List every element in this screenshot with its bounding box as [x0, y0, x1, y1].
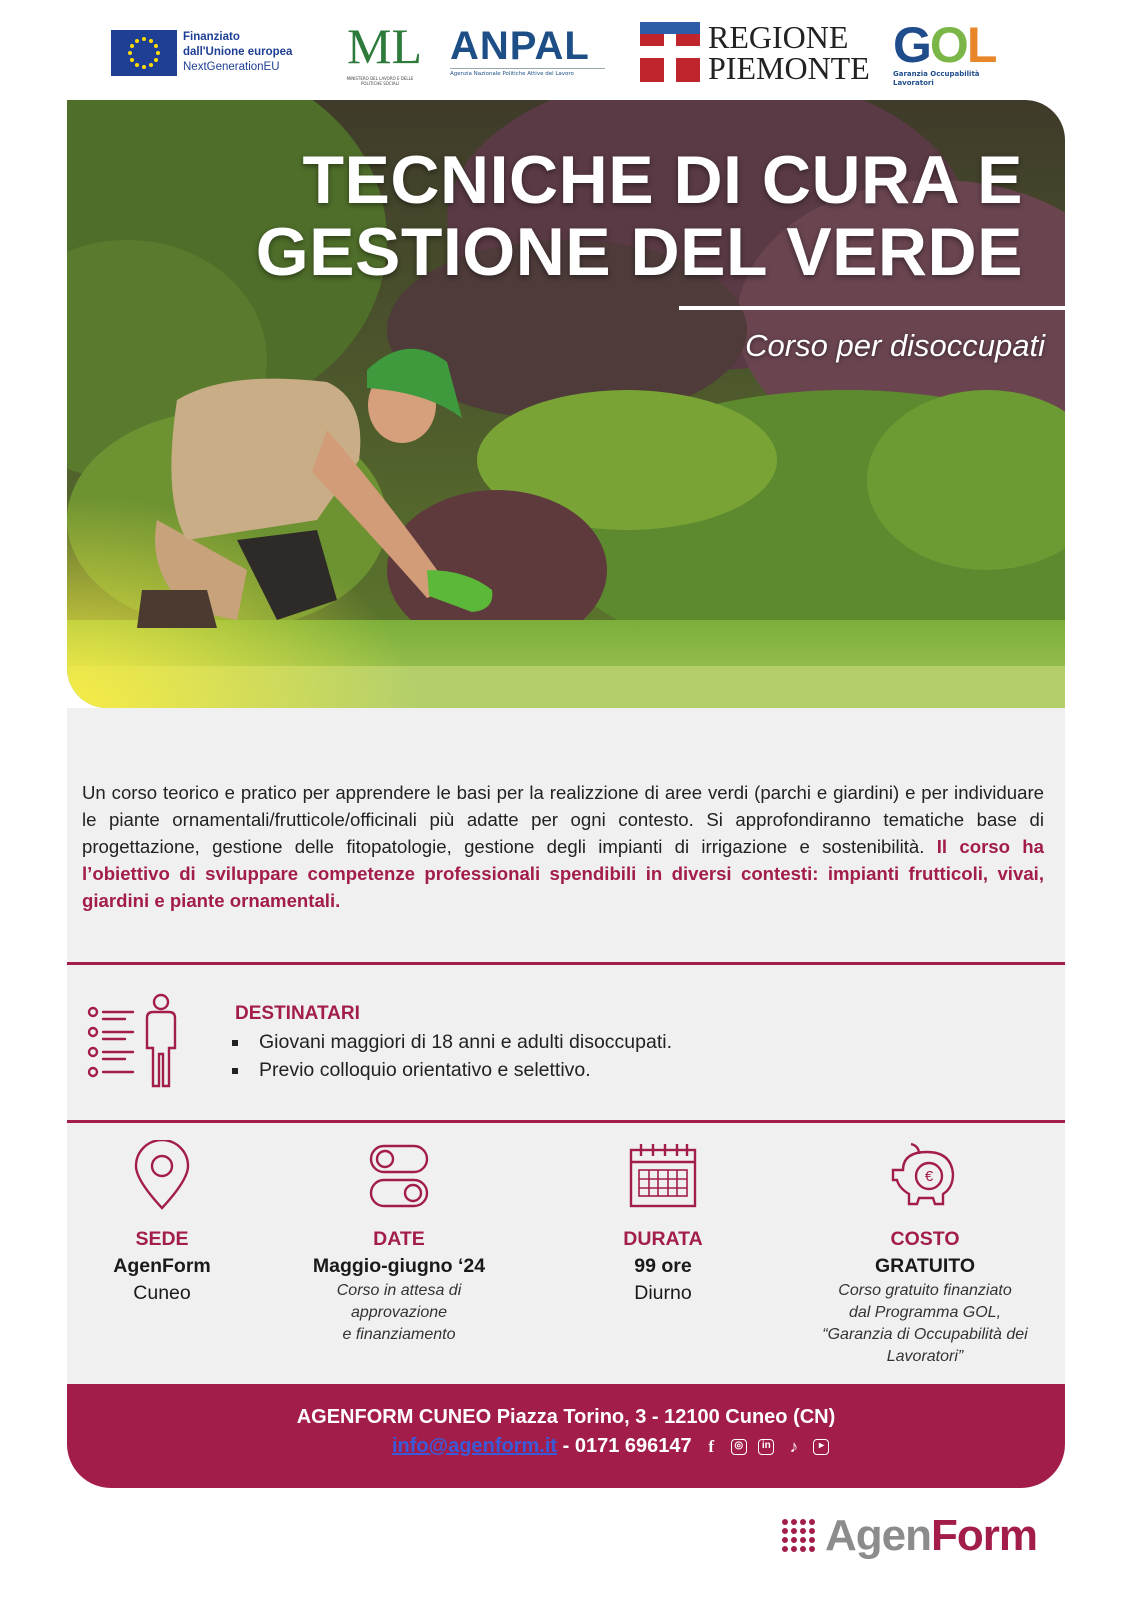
divider-top — [67, 962, 1065, 965]
brand-part2: Form — [931, 1511, 1037, 1560]
anpal-mark: ANPAL — [450, 24, 590, 68]
ml-sub: MINISTERO DEL LAVORO E DELLE POLITICHE SOCIALI — [346, 76, 414, 86]
email-link[interactable]: info@agenform.it — [392, 1435, 558, 1457]
gol-mark-o: O — [929, 17, 967, 73]
date-main: Maggio-giugno ‘24 — [312, 1255, 486, 1277]
durata-label: DURATA — [623, 1228, 703, 1250]
calendar-icon — [627, 1140, 699, 1210]
brand-part1: Agen — [825, 1511, 931, 1560]
contact-band — [67, 1384, 1065, 1488]
eu-line3: NextGenerationEU — [183, 61, 280, 73]
costo-note-3: “Garanzia di Occupabilità dei — [822, 1326, 1028, 1343]
hero-subtitle: Corso per disoccupati — [745, 328, 1045, 363]
durata-main: 99 ore — [634, 1255, 692, 1277]
contact-separator: - — [557, 1435, 575, 1457]
durata-shift: Diurno — [634, 1282, 692, 1304]
agenform-logo — [781, 1510, 1071, 1562]
sede-city: Cuneo — [133, 1282, 191, 1304]
youtube-icon[interactable]: ▸ — [813, 1439, 829, 1455]
costo-note-4: Lavoratori” — [886, 1348, 964, 1365]
eu-line1: Finanziato — [183, 31, 240, 43]
date-note-1: Corso in attesa di — [336, 1282, 462, 1299]
regione-piemonte-logo — [640, 19, 870, 86]
eu-funding-logo — [111, 30, 321, 78]
description-text: Un corso teorico e pratico per apprendere le basi per la realizzione di aree verdi (parchi e giardini) e per individuare le piante ornamentali/frutticole/officinali più adatte per ogni contesto. Si approfondiranno tematiche base di progettazione, gestione delle fitopatologie, gestione degli impianti di irrigazione e sostenibilità. — [82, 781, 1044, 857]
hero-title-line2: GESTIONE DEL VERDE — [255, 214, 1023, 290]
piggy-bank-euro-icon — [889, 1140, 961, 1210]
hero-title-line1: TECNICHE DI CURA E — [302, 142, 1023, 218]
anpal-sub: Agenzia Nazionale Politiche Attive del Lavoro — [450, 68, 605, 78]
list-item: Previo colloquio orientativo e selettivo. — [227, 1056, 672, 1084]
course-description — [82, 779, 1044, 914]
contact-line — [392, 1432, 829, 1460]
svg-text:€: € — [924, 1168, 934, 1185]
tiktok-icon[interactable]: ♪ — [789, 1436, 799, 1456]
address: AGENFORM CUNEO Piazza Torino, 3 - 12100 Cuneo (CN) — [296, 1406, 836, 1428]
eu-line2: dall'Unione europea — [183, 46, 293, 58]
sede-main: AgenForm — [113, 1255, 211, 1277]
gol-mark-g: G — [893, 17, 930, 73]
costo-label: COSTO — [890, 1228, 960, 1250]
hero-title — [256, 144, 1023, 288]
facebook-icon[interactable]: f — [708, 1436, 715, 1456]
instagram-icon[interactable]: ◎ — [731, 1439, 747, 1455]
eu-flag-icon — [111, 30, 177, 76]
toggle-switches-icon — [367, 1140, 431, 1210]
hero-banner — [67, 100, 1065, 708]
anpal-logo — [450, 24, 605, 82]
destinatari-title: DESTINATARI — [235, 1003, 360, 1024]
date-note-3: e finanziamento — [342, 1326, 456, 1343]
regione-line2: PIEMONTE — [708, 50, 870, 86]
location-pin-icon — [130, 1140, 194, 1210]
list-item: Giovani maggiori di 18 anni e adulti disoccupati. — [227, 1028, 672, 1056]
agenform-grid-icon — [781, 1518, 817, 1554]
audience-list-icon — [85, 992, 181, 1088]
info-durata — [543, 1140, 783, 1306]
gol-mark-l: L — [966, 17, 996, 73]
sede-label: SEDE — [135, 1228, 189, 1250]
regione-line1: REGIONE — [708, 19, 849, 55]
logos-row — [0, 0, 1132, 98]
linkedin-icon[interactable]: in — [758, 1439, 774, 1455]
costo-note-2: dal Programma GOL, — [848, 1304, 1002, 1321]
ml-mark: ML — [347, 18, 422, 74]
info-date — [279, 1140, 519, 1346]
gol-logo — [893, 17, 1013, 87]
phone-number[interactable]: 0171 696147 — [574, 1435, 692, 1457]
info-costo — [805, 1140, 1045, 1368]
date-label: DATE — [373, 1228, 425, 1250]
date-note-2: approvazione — [350, 1304, 448, 1321]
costo-main: GRATUITO — [874, 1255, 976, 1277]
destinatari-list — [227, 1028, 672, 1084]
ministero-lavoro-logo — [341, 18, 422, 86]
course-details-panel — [67, 708, 1065, 1388]
costo-note-1: Corso gratuito finanziato — [838, 1282, 1012, 1299]
divider-bottom — [67, 1120, 1065, 1123]
piemonte-flag-icon — [640, 22, 700, 82]
info-sede — [42, 1140, 282, 1306]
gol-sub: Garanzia Occupabilità Lavoratori — [893, 70, 980, 87]
description-highlight: Il corso ha l’obiettivo di sviluppare competenze professionali spendibili in diversi contesti: impianti frutticoli, vivai, giardini e piante ornamentali. — [82, 835, 1044, 911]
hero-divider — [679, 306, 1065, 310]
